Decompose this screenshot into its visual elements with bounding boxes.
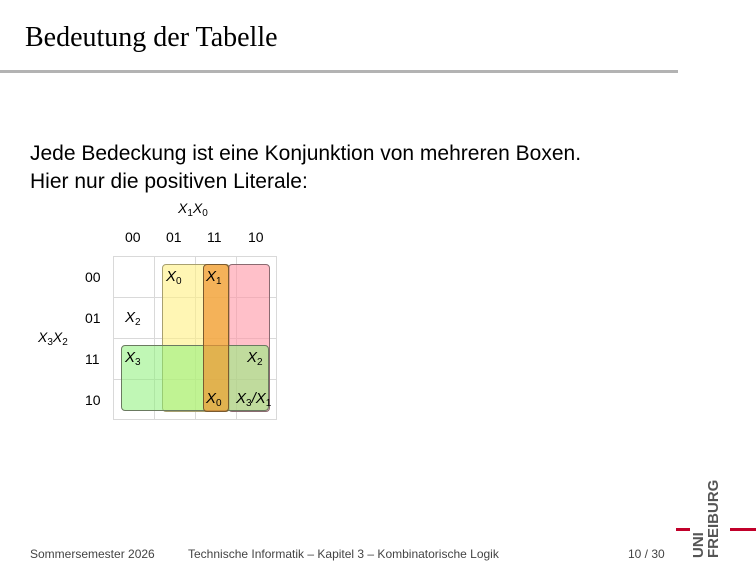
column-header: 01 [166,229,182,245]
cell-label-x1-top: $X_1$ [206,268,222,287]
footer-page-number: 10 / 30 [628,547,665,561]
title-rule [0,70,678,73]
logo-text-freiburg: FREIBURG [705,479,722,558]
body-line-2: Hier nur die positiven Literale: [30,170,308,193]
column-header: 10 [248,229,264,245]
cell-label-x0-bottom: $X_0$ [206,390,222,409]
row-header: 11 [85,351,100,367]
cell-label-x0-top: $X_0$ [166,268,182,287]
cell-label-x2: $X_2$ [125,309,141,328]
cell-label-x3-x1: $X_3/X_1$ [236,390,272,409]
footer-semester: Sommersemester 2026 [30,547,155,561]
grid-line [113,256,277,257]
footer-course: Technische Informatik – Kapitel 3 – Kombinatorische Logik [188,547,499,561]
row-header: 10 [85,392,101,408]
university-logo [676,478,756,562]
column-header: 00 [125,229,141,245]
cell-label-x2-right: $X_2$ [247,349,263,368]
row-header: 01 [85,310,101,326]
row-header: 00 [85,269,101,285]
row-variable-label: $X_3X_2$ [38,329,68,348]
cell-label-x3: $X_3$ [125,349,141,368]
column-variable-label: $X_1X_0$ [178,200,208,219]
column-header: 11 [207,229,222,245]
body-line-1: Jede Bedeckung ist eine Konjunktion von mehreren Boxen. [30,142,582,165]
grid-line [113,419,277,420]
logo-text-uni: UNI [690,532,707,558]
slide-title: Bedeutung der Tabelle [25,22,278,53]
